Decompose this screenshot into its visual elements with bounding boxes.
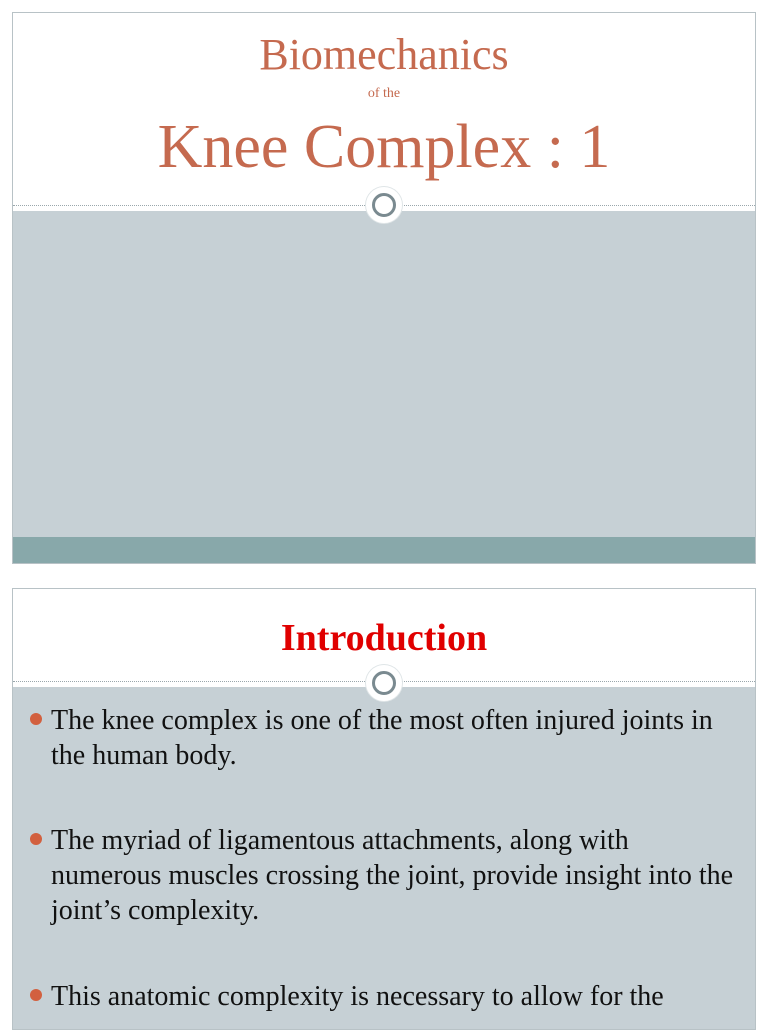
slide-title: Biomechanics	[259, 30, 509, 79]
bullet-dot-icon	[30, 833, 42, 845]
bullet-text: This anatomic complexity is necessary to allow for the	[51, 981, 664, 1012]
bullet-item	[27, 703, 737, 773]
bullet-item	[27, 823, 737, 928]
bullet-text: The knee complex is one of the most often injured joints in the human body.	[51, 705, 713, 771]
circle-ornament-icon	[366, 665, 402, 701]
title-slide	[12, 12, 756, 564]
slide-main-title: Knee Complex : 1	[157, 113, 611, 181]
footer-band	[13, 537, 755, 563]
bullet-text: The myriad of ligamentous attachments, along with numerous muscles crossing the joint, provide insight into the joint’s complexity.	[51, 825, 734, 926]
bullet-dot-icon	[30, 989, 42, 1001]
slide-body-panel	[13, 211, 755, 537]
slide-title: Introduction	[280, 617, 488, 659]
bullet-item	[27, 979, 737, 1014]
bullet-dot-icon	[30, 713, 42, 725]
introduction-slide	[12, 588, 756, 1030]
slide-subtitle: of the	[367, 86, 401, 101]
circle-ornament-icon	[366, 187, 402, 223]
